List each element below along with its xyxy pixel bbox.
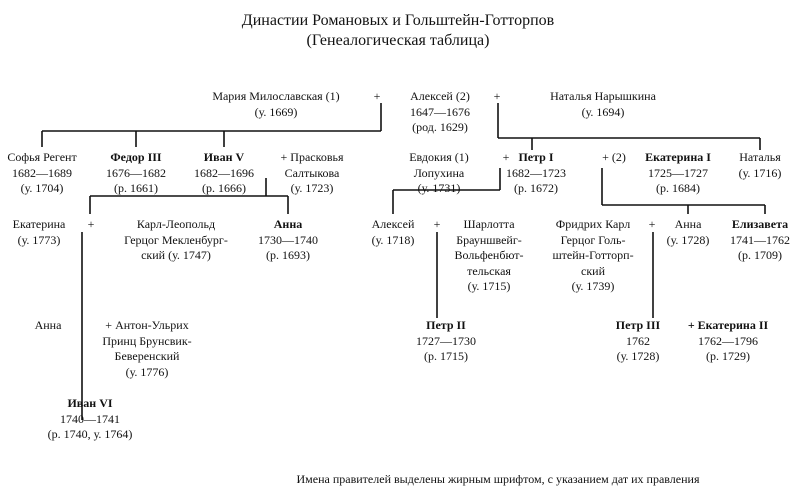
ruler-name: Петр III (615, 318, 661, 332)
marriage-plus: + (648, 217, 656, 231)
person-line-2: Герцог Голь- (560, 232, 626, 247)
person-detail: (р. 1740, у. 1764) (47, 427, 133, 441)
person-line-3: Вольфенбют- (454, 248, 524, 262)
person-name: Алексей (371, 217, 415, 231)
person-name: Наталья (739, 150, 781, 164)
person-years: 1682—1689 (12, 165, 72, 180)
marriage-plus: + (87, 217, 95, 231)
person-detail: (у. 1704) (20, 181, 64, 195)
person-name: Софья Регент (7, 150, 77, 164)
person-sofya (7, 150, 76, 197)
person-detail: (у. 1715) (467, 279, 511, 293)
person-years: 1740—1741 (59, 411, 120, 426)
person-detail: (р. 1709) (738, 248, 782, 262)
person-detail: (у. 1728) (616, 349, 660, 363)
ruler-name: Анна (273, 217, 303, 231)
footnote: Имена правителей выделены жирным шрифтом, с указанием дат их правления (296, 472, 700, 486)
person-detail: (у. 1728) (666, 232, 710, 247)
person-name: Евдокия (1) (409, 150, 469, 164)
person-name-line-2: Салтыкова (284, 165, 340, 180)
person-detail: (у. 1716) (738, 165, 782, 180)
marriage-plus: + (433, 217, 441, 231)
person-ivan-vi (48, 396, 133, 443)
person-aleksei (410, 89, 470, 136)
person-anna-leopoldovna (35, 318, 62, 334)
page-title (242, 11, 554, 51)
person-detail: (р. 1666) (202, 181, 246, 195)
title-line-2: (Генеалогическая таблица) (306, 32, 490, 49)
person-name: Алексей (2) (410, 89, 470, 103)
person-years: 1682—1723 (506, 165, 566, 180)
marriage-plus: + (2) (602, 150, 626, 164)
person-detail: (у. 1776) (125, 364, 169, 379)
person-line-3: штейн-Готторп- (552, 248, 634, 262)
ruler-name: Екатерина I (645, 150, 711, 164)
person-sharlotta (455, 217, 524, 295)
person-line-2: Брауншвейг- (456, 232, 522, 247)
person-natalya (739, 150, 782, 181)
person-line-1: + Антон-Ульрих (105, 318, 189, 332)
person-line-4: ский (581, 263, 605, 278)
person-detail: (у. 1723) (290, 181, 334, 195)
person-anna-petrovna (667, 217, 710, 248)
person-karl-leopold (124, 217, 228, 264)
person-anna-ruler (258, 217, 318, 264)
marriage-plus: + (493, 89, 501, 103)
person-line-3: ский (у. 1747) (141, 248, 211, 262)
person-detail: (р. 1729) (705, 349, 750, 363)
title-line-1: Династии Романовых и Гольштейн-Готторпов (241, 12, 555, 29)
person-detail: (р. 1672) (514, 181, 558, 195)
person-detail: (у. 1718) (371, 232, 415, 247)
ruler-name: Петр II (426, 318, 466, 332)
ruler-name: Федор III (110, 150, 162, 164)
person-elizaveta (730, 217, 790, 264)
person-line-2: Принц Брунсвик- (102, 333, 192, 348)
ruler-name: Петр I (518, 150, 554, 164)
person-evdokiya (409, 150, 469, 197)
person-name-line-2: Лопухина (413, 165, 465, 180)
person-aleksei-son (372, 217, 415, 248)
person-years: 1725—1727 (647, 165, 708, 180)
person-years: 1682—1696 (194, 165, 254, 180)
person-natalya-naryshkina (550, 89, 656, 120)
marriage-plus: + (502, 150, 510, 164)
person-detail: (у. 1739) (571, 279, 615, 293)
person-years: 1647—1676 (410, 104, 470, 119)
person-praskovya (281, 150, 344, 197)
person-name: Анна (674, 217, 702, 231)
person-line-4: тельская (467, 263, 511, 278)
person-name: Анна (34, 318, 62, 332)
person-detail: (у. 1731) (417, 181, 461, 195)
person-line-3: Беверенский (114, 349, 180, 363)
ruler-name: + Екатерина II (687, 318, 769, 332)
person-detail: (р. 1661) (114, 181, 158, 195)
person-years: 1676—1682 (106, 165, 166, 180)
person-line-1: Шарлотта (463, 217, 515, 231)
person-years: 1741—1762 (730, 232, 790, 247)
person-ekaterina-i (645, 150, 711, 197)
person-fridrih-karl (552, 217, 633, 295)
person-ekaterina-ii (688, 318, 768, 365)
person-petr-i (506, 150, 566, 197)
person-petr-ii (416, 318, 476, 365)
ruler-name: Елизавета (731, 217, 789, 231)
person-maria-miloslavskaya (212, 89, 339, 120)
person-ekaterina (13, 217, 66, 248)
person-line-1: Карл-Леопольд (136, 217, 216, 231)
person-years: 1730—1740 (258, 232, 318, 247)
person-anton-ulrih (102, 318, 191, 380)
person-name: Мария Милославская (1) (212, 89, 340, 103)
person-name: + Прасковья (280, 150, 344, 164)
person-years: 1762—1796 (697, 333, 758, 348)
person-detail: (у. 1669) (254, 104, 298, 119)
ruler-name: Иван VI (67, 396, 113, 410)
person-detail: (род. 1629) (412, 120, 468, 134)
person-detail: (р. 1684) (655, 181, 700, 195)
person-years: 1727—1730 (416, 333, 476, 348)
person-fedor-iii (106, 150, 166, 197)
person-years: 1762 (625, 333, 650, 348)
person-name: Екатерина (12, 217, 66, 231)
person-ivan-v (194, 150, 254, 197)
person-detail: (р. 1693) (266, 248, 310, 262)
person-line-1: Фридрих Карл (555, 217, 631, 231)
person-detail: (р. 1715) (424, 349, 468, 363)
ruler-name: Иван V (203, 150, 245, 164)
person-petr-iii (616, 318, 660, 365)
person-line-2: Герцог Мекленбург- (124, 232, 228, 247)
person-detail: (у. 1694) (581, 104, 625, 119)
person-name: Наталья Нарышкина (550, 89, 656, 103)
marriage-plus: + (373, 89, 381, 103)
person-detail: (у. 1773) (17, 232, 61, 247)
